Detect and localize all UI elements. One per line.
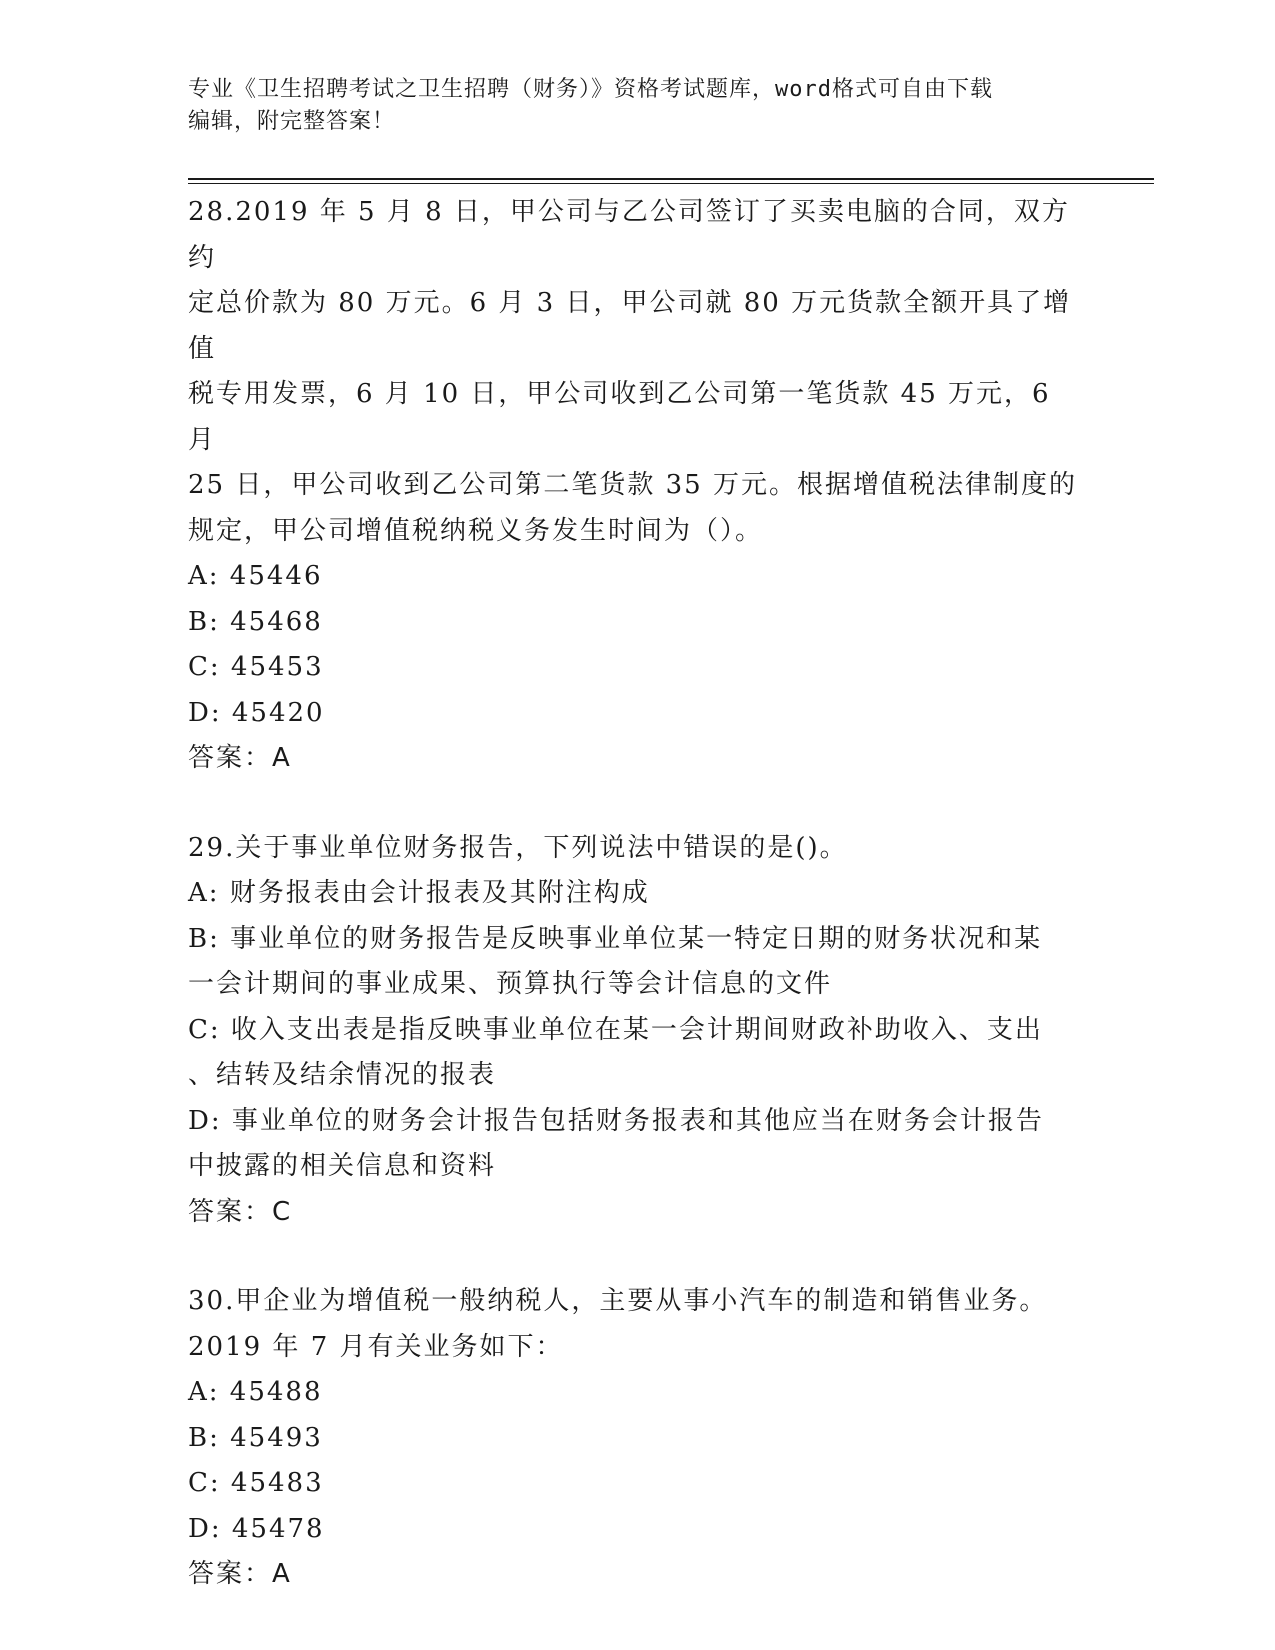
option-d: D: 45478 [188, 1513, 325, 1544]
option-d-continued: 中披露的相关信息和资料 [188, 1151, 497, 1181]
option-a: A: 45446 [188, 561, 323, 591]
option-d: D: 事业单位的财务会计报告包括财务报表和其他应当在财务会计报告 [188, 1105, 1044, 1136]
header-line-2: 编辑，附完整答案！ [188, 109, 396, 134]
answer-line: 答案：A [188, 1559, 292, 1589]
question-30 [188, 1279, 1088, 1598]
option-c: C: 收入支出表是指反映事业单位在某一会计期间财政补助收入、支出 [188, 1014, 1043, 1045]
question-spacer [188, 782, 1088, 826]
question-stem-line: 2019 年 7 月有关业务如下： [188, 1331, 564, 1362]
header-line-1: 专业《卫生招聘考试之卫生招聘（财务）》资格考试题库，word格式可自由下载 [188, 77, 993, 102]
question-29 [188, 826, 1088, 1236]
question-stem-line: 定总价款为 80 万元。6 月 3 日，甲公司就 80 万元货款全额开具了增值 [188, 288, 1072, 364]
option-c: C: 45453 [188, 652, 324, 682]
option-a: A: 财务报表由会计报表及其附注构成 [188, 878, 650, 908]
option-b: B: 45493 [188, 1422, 323, 1453]
question-stem-line: 29.关于事业单位财务报告，下列说法中错误的是()。 [188, 832, 848, 863]
answer-line: 答案：C [188, 1196, 293, 1227]
header-divider-thin [188, 183, 1154, 184]
question-spacer [188, 1235, 1088, 1279]
option-b-continued: 一会计期间的事业成果、预算执行等会计信息的文件 [188, 969, 833, 999]
question-stem-line: 规定，甲公司增值税纳税义务发生时间为（）。 [188, 515, 764, 546]
document-header [188, 74, 1088, 138]
option-c: C: 45483 [188, 1468, 324, 1498]
answer-line: 答案：A [188, 743, 292, 773]
question-stem-line: 30.甲企业为增值税一般纳税人，主要从事小汽车的制造和销售业务。 [188, 1286, 1048, 1316]
option-c-continued: 、结转及结余情况的报表 [188, 1060, 497, 1090]
header-divider-thick [188, 178, 1154, 180]
question-list [188, 190, 1088, 1598]
question-28 [188, 190, 1088, 782]
option-b: B: 事业单位的财务报告是反映事业单位某一特定日期的财务状况和某 [188, 923, 1043, 954]
question-stem-line: 25 日，甲公司收到乙公司第二笔货款 35 万元。根据增值税法律制度的 [188, 470, 1077, 500]
option-b: B: 45468 [188, 606, 323, 637]
question-stem-line: 税专用发票，6 月 10 日，甲公司收到乙公司第一笔货款 45 万元，6 月 [188, 379, 1051, 455]
option-a: A: 45488 [188, 1377, 323, 1407]
question-stem-line: 28.2019 年 5 月 8 日，甲公司与乙公司签订了买卖电脑的合同，双方约 [188, 197, 1070, 273]
option-d: D: 45420 [188, 697, 325, 728]
